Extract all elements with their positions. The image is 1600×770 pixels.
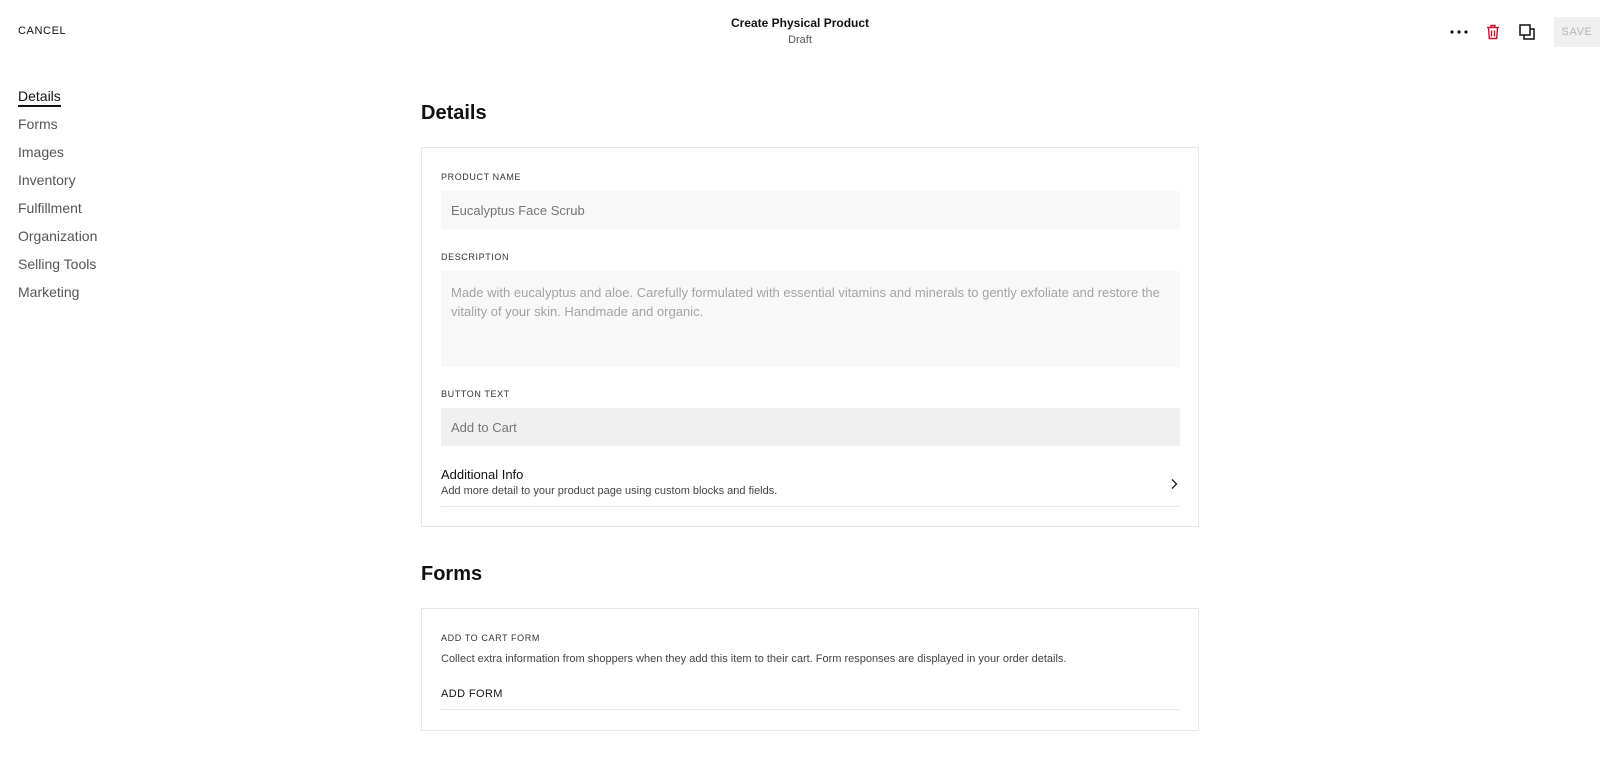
description-input[interactable]: Made with eucalyptus and aloe. Carefully formulated with essential vitamins and minerals to gently exfoliate and restore the vitality of your skin. Handmade and organic. <box>441 271 1180 367</box>
sidebar-item-details[interactable] <box>18 86 218 114</box>
sidebar-item-label: Selling Tools <box>18 256 97 272</box>
sidebar-item-images[interactable] <box>18 142 218 170</box>
add-form-button[interactable]: ADD FORM <box>441 688 1180 710</box>
forms-section-title: Forms <box>421 563 483 585</box>
sidebar-item-forms[interactable] <box>18 114 218 142</box>
trash-icon[interactable] <box>1476 17 1510 47</box>
additional-info-row[interactable] <box>441 467 1180 507</box>
save-button[interactable]: SAVE <box>1554 17 1600 47</box>
sidebar-item-label: Forms <box>18 116 58 132</box>
page-title: Create Physical Product <box>730 16 870 30</box>
sidebar-item-fulfillment[interactable] <box>18 198 218 226</box>
forms-card <box>421 608 1199 731</box>
sidebar-item-label: Images <box>18 144 64 160</box>
add-to-cart-form-label: ADD TO CART FORM <box>441 633 540 643</box>
section-nav <box>18 86 218 310</box>
description-label: DESCRIPTION <box>441 252 510 262</box>
sidebar-item-organization[interactable] <box>18 226 218 254</box>
sidebar-item-selling-tools[interactable] <box>18 254 218 282</box>
duplicate-icon[interactable] <box>1510 17 1544 47</box>
header-actions <box>1442 17 1600 47</box>
sidebar-item-label: Inventory <box>18 172 76 188</box>
cancel-button[interactable]: CANCEL <box>18 25 67 37</box>
title-block <box>0 16 1600 46</box>
additional-info-desc: Add more detail to your product page using custom blocks and fields. <box>441 485 778 497</box>
sidebar-item-label: Details <box>18 88 61 107</box>
product-name-input[interactable] <box>441 191 1180 229</box>
sidebar-item-marketing[interactable] <box>18 282 218 310</box>
button-text-label: BUTTON TEXT <box>441 389 510 399</box>
additional-info-title: Additional Info <box>441 467 524 482</box>
sidebar-item-label: Fulfillment <box>18 200 82 216</box>
sidebar-item-label: Marketing <box>18 284 80 300</box>
top-bar <box>0 0 1600 64</box>
sidebar-item-inventory[interactable] <box>18 170 218 198</box>
add-to-cart-form-desc: Collect extra information from shoppers when they add this item to their cart. Form responses are displayed in your order details. <box>441 653 1067 665</box>
button-text-input[interactable] <box>441 408 1180 446</box>
more-icon[interactable] <box>1442 17 1476 47</box>
product-name-label: PRODUCT NAME <box>441 172 522 182</box>
details-section-title: Details <box>421 102 487 124</box>
status-label: Draft <box>788 34 812 46</box>
chevron-right-icon <box>1170 477 1178 495</box>
details-card <box>421 147 1199 527</box>
sidebar-item-label: Organization <box>18 228 98 244</box>
